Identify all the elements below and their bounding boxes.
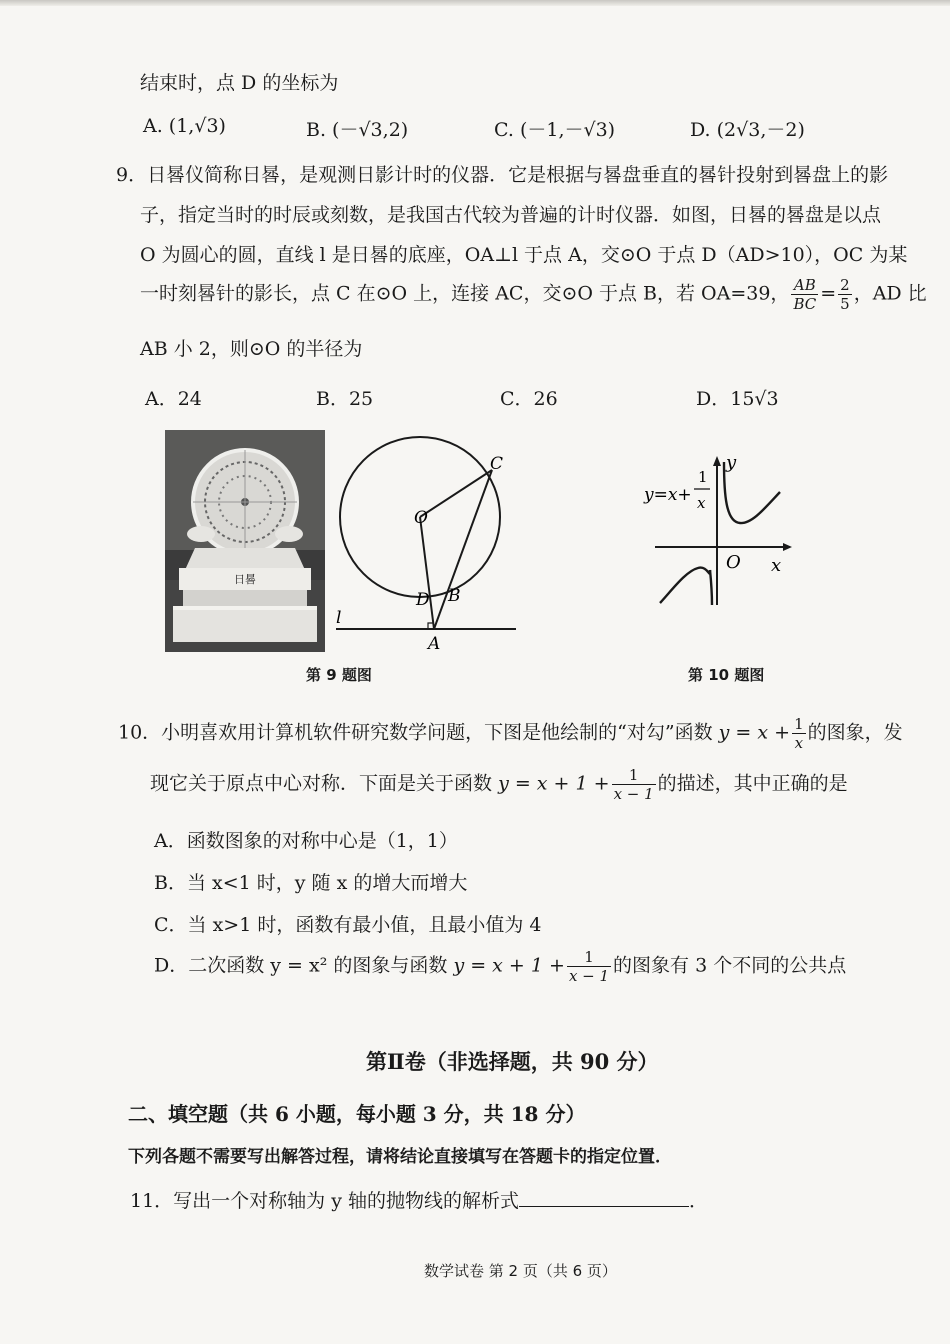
q8-option-a: A. (1,√3)	[143, 115, 226, 137]
part2-title: 第Ⅱ卷（非选择题，共 90 分）	[366, 1049, 659, 1074]
q9-option-a: A．24	[145, 388, 202, 410]
q10-line-1-text: 10．小明喜欢用计算机软件研究数学问题，下图是他绘制的“对勾”函数	[118, 721, 713, 744]
q9-equals: =	[820, 282, 837, 305]
q9-line-4-text: 一时刻晷针的影长，点 C 在⊙O 上，连接 AC，交⊙O 于点 B，若 OA=39，	[140, 282, 790, 305]
q9-line-4	[140, 276, 927, 313]
q10-line-1-end: 的图象，发	[807, 721, 903, 744]
section-2-heading: 二、填空题（共 6 小题，每小题 3 分，共 18 分）	[128, 1102, 586, 1126]
q10-option-c: C．当 x>1 时，函数有最小值，且最小值为 4	[154, 914, 542, 936]
q10-option-b: B．当 x<1 时，y 随 x 的增大而增大	[154, 872, 468, 894]
label-o: O	[414, 508, 428, 528]
q8-option-b: B. (－√3,2)	[306, 119, 409, 141]
q11-end: ．	[689, 1190, 709, 1212]
label-b: B	[448, 586, 461, 606]
page-footer: 数学试卷 第 2 页（共 6 页）	[424, 1262, 617, 1280]
sundial-sign-text: 日晷	[234, 573, 256, 586]
q9-line-5: AB 小 2，则⊙O 的半径为	[140, 338, 363, 360]
scan-top-edge	[0, 0, 950, 6]
q11-answer-blank[interactable]	[519, 1188, 689, 1207]
fig10-label-x: x	[771, 555, 782, 576]
segment-oc	[420, 470, 492, 517]
q10-option-d-frac: $\frac{1}{x - 1}$	[568, 948, 610, 985]
fig10-graph	[640, 440, 810, 615]
q10-line-2-eq: y = x + 1 +	[498, 772, 610, 795]
section-2-instruction: 下列各题不需要写出解答过程，请将结论直接填写在答题卡的指定位置．	[128, 1147, 672, 1167]
label-a: A	[428, 634, 441, 654]
q10-option-d	[154, 948, 846, 985]
q10-line-2-text: 现它关于原点中心对称．下面是关于函数	[150, 772, 493, 795]
q9-option-d: D．15√3	[696, 388, 779, 410]
q10-option-d-end: 的图象有 3 个不同的公共点	[613, 954, 847, 977]
label-c: C	[490, 454, 504, 474]
q9-fraction-value: $\frac{2}{5}$	[840, 276, 850, 313]
fig10-eq-den: x	[697, 494, 706, 512]
q9-option-b: B．25	[316, 388, 374, 410]
q9-line-2: 子，指定当时的时辰或刻数，是我国古代较为普遍的计时仪器．如图，日晷的晷盘是以点	[140, 204, 882, 226]
q10-line-2-frac: $\frac{1}{x - 1}$	[613, 766, 654, 803]
q8-option-d: D. (2√3,－2)	[690, 119, 805, 141]
fig10-caption: 第 10 题图	[688, 666, 765, 684]
q10-option-d-text: D．二次函数 y = x² 的图象与函数	[154, 954, 448, 977]
q10-line-1	[118, 715, 903, 752]
q10-line-2	[150, 766, 848, 803]
q9-line-3: O 为圆心的圆，直线 l 是日晷的底座，OA⊥l 于点 A，交⊙O 于点 D（AD>10），OC 为某	[140, 244, 908, 266]
q10-line-1-eq: y = x +	[718, 721, 791, 744]
fig10-eq-lhs: y=x+	[644, 485, 692, 505]
curve-branch-left	[660, 568, 710, 603]
segment-ac	[434, 470, 492, 629]
curve-branch-left-tail	[710, 570, 712, 605]
label-d: D	[416, 590, 430, 610]
q9-fraction-ab-bc: $\frac{AB}{BC}$	[793, 276, 817, 313]
fig10-label-y: y	[726, 452, 737, 473]
q10-option-a: A．函数图象的对称中心是（1，1）	[154, 830, 458, 852]
label-l: l	[336, 608, 342, 628]
y-axis-arrow	[713, 456, 721, 466]
fig10-label-o: O	[726, 552, 741, 573]
x-axis-arrow	[783, 543, 792, 551]
q11	[130, 1186, 708, 1213]
q10-line-2-end: 的描述，其中正确的是	[657, 772, 848, 795]
sundial-photo	[165, 430, 325, 652]
fig10-eq-num: 1	[698, 468, 708, 486]
q10-line-1-frac: $\frac{1}{x}$	[794, 715, 804, 752]
q9-option-c: C．26	[500, 388, 558, 410]
q8-option-c: C. (－1,－√3)	[494, 119, 616, 141]
q11-text: 11．写出一个对称轴为 y 轴的抛物线的解析式	[130, 1190, 519, 1212]
q9-line-4-end: ，AD 比	[853, 282, 927, 305]
fig9-caption: 第 9 题图	[306, 666, 372, 684]
q9-geometry-figure	[330, 425, 530, 655]
q9-line-1: 9．日晷仪简称日晷，是观测日影计时的仪器．它是根据与晷盘垂直的晷针投射到晷盘上的影	[116, 164, 889, 186]
q10-option-d-eq: y = x + 1 +	[453, 954, 565, 977]
segment-oa	[420, 517, 434, 629]
q8-tail: 结束时，点 D 的坐标为	[140, 72, 339, 94]
